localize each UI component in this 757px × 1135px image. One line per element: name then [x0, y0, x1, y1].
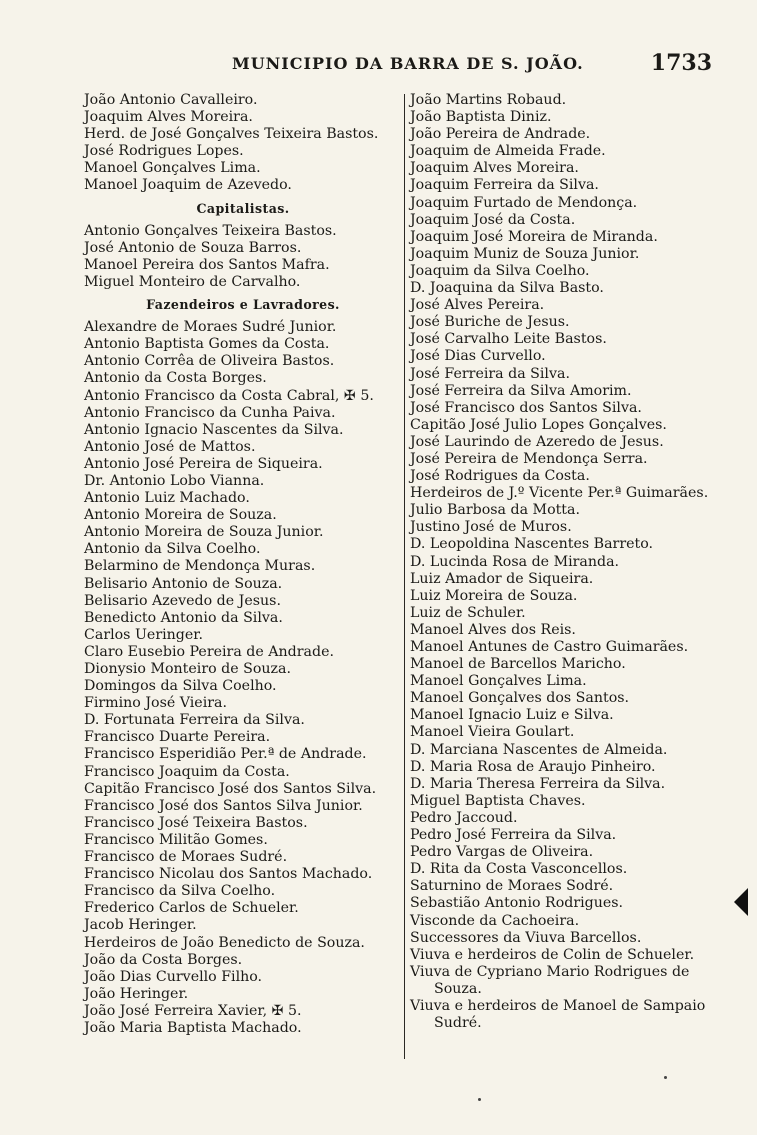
list-item: Luiz de Schuler. [410, 604, 526, 621]
list-item: Joaquim José da Costa. [410, 211, 576, 228]
list-item: Jacob Heringer. [84, 917, 197, 934]
print-speck [664, 1076, 667, 1079]
list-item: Antonio Baptista Gomes da Costa. [84, 336, 330, 353]
list-item: Francisco José dos Santos Silva Junior. [84, 797, 363, 814]
list-item: Capitão José Julio Lopes Gonçalves. [410, 416, 667, 433]
list-item: Antonio Gonçalves Teixeira Bastos. [84, 222, 337, 239]
list-item: Pedro Jaccoud. [410, 809, 518, 826]
list-item: João Antonio Cavalleiro. [84, 92, 258, 108]
list-item: Manoel Ignacio Luiz e Silva. [410, 707, 614, 724]
list-item: Joaquim Alves Moreira. [84, 109, 253, 126]
list-item: Joaquim Alves Moreira. [410, 160, 579, 177]
list-item: Antonio José Pereira de Siqueira. [84, 455, 323, 472]
list-item: Antonio José de Mattos. [84, 438, 256, 455]
list-item: Julio Barbosa da Motta. [410, 502, 580, 519]
list-item: José Buriche de Jesus. [410, 314, 570, 331]
list-item: João Dias Curvello Filho. [84, 968, 263, 985]
list-item: Herdeiros de João Benedicto de Souza. [84, 934, 365, 951]
list-item: Viuva de Cypriano Mario Rodrigues de [410, 963, 690, 980]
list-item: Herd. de José Gonçalves Teixeira Bastos. [84, 126, 379, 143]
list-item: Antonio Ignacio Nascentes da Silva. [84, 421, 344, 438]
list-item: Claro Eusebio Pereira de Andrade. [84, 643, 334, 660]
list-item: Miguel Monteiro de Carvalho. [84, 273, 301, 290]
list-item: Francisco Esperidião Per.ª de Andrade. [84, 746, 367, 763]
list-item: D. Marciana Nascentes de Almeida. [410, 741, 668, 758]
list-item: Francisco José Teixeira Bastos. [84, 814, 308, 831]
section-heading-capitalistas: Capitalistas. [196, 200, 290, 216]
list-item: Antonio Moreira de Souza Junior. [84, 524, 324, 541]
list-item: José Francisco dos Santos Silva. [410, 399, 642, 416]
list-item: Pedro José Ferreira da Silva. [410, 827, 617, 844]
list-item: José Alves Pereira. [410, 297, 545, 314]
page-header [0, 50, 757, 80]
list-item: Manoel Gonçalves dos Santos. [410, 690, 630, 707]
list-item: José Ferreira da Silva Amorim. [410, 382, 632, 399]
list-item: Carlos Ueringer. [84, 626, 203, 643]
list-item: Manoel Gonçalves Lima. [410, 673, 587, 690]
list-item: Belarmino de Mendonça Muras. [84, 558, 316, 575]
page-title: MUNICIPIO DA BARRA DE S. JOÃO. [232, 54, 584, 73]
list-item: Manoel Alves dos Reis. [410, 621, 576, 638]
list-item: Dr. Antonio Lobo Vianna. [84, 472, 265, 489]
list-item: D. Joaquina da Silva Basto. [410, 280, 604, 297]
list-item-continuation: Souza. [434, 980, 482, 997]
print-speck [478, 1098, 481, 1101]
list-item: Viuva e herdeiros de Colin de Schueler. [410, 946, 695, 963]
list-item: José Rodrigues Lopes. [84, 143, 244, 160]
list-item: Francisco Militão Gomes. [84, 831, 268, 848]
list-item: Visconde da Cachoeira. [410, 912, 580, 929]
list-item: Belisario Antonio de Souza. [84, 575, 283, 592]
list-item: D. Maria Rosa de Araujo Pinheiro. [410, 758, 656, 775]
list-item: Manoel Vieira Goulart. [410, 724, 575, 741]
column-divider [404, 94, 405, 1059]
list-item-continuation: Sudré. [434, 1015, 482, 1032]
list-item: João Maria Baptista Machado. [84, 1019, 302, 1036]
list-item: Luiz Moreira de Souza. [410, 587, 578, 604]
list-item: Viuva e herdeiros de Manoel de Sampaio [410, 997, 706, 1014]
list-item: Antonio Moreira de Souza. [84, 507, 277, 524]
list-item: Domingos da Silva Coelho. [84, 678, 277, 695]
list-item: Antonio da Silva Coelho. [84, 541, 261, 558]
list-item: Antonio da Costa Borges. [84, 370, 267, 387]
page-number: 1733 [650, 50, 712, 76]
list-item: Francisco Nicolau dos Santos Machado. [84, 866, 373, 883]
list-item: D. Leopoldina Nascentes Barreto. [410, 536, 654, 553]
thumb-index-marker [734, 888, 748, 916]
list-item: Miguel Baptista Chaves. [410, 792, 586, 809]
list-item: Manoel Pereira dos Santos Mafra. [84, 256, 330, 273]
list-item: Benedicto Antonio da Silva. [84, 609, 283, 626]
list-item: Luiz Amador de Siqueira. [410, 570, 594, 587]
list-item: Alexandre de Moraes Sudré Junior. [84, 319, 337, 336]
list-item: Successores da Viuva Barcellos. [410, 929, 642, 946]
list-item: Joaquim Furtado de Mendonça. [410, 194, 638, 211]
list-item: Francisco da Silva Coelho. [84, 883, 276, 900]
list-item: Sebastião Antonio Rodrigues. [410, 895, 624, 912]
list-item: Antonio Francisco da Costa Cabral, ✠ 5. [84, 387, 374, 404]
list-item: João Martins Robaud. [410, 92, 567, 108]
list-item: Belisario Azevedo de Jesus. [84, 592, 281, 609]
list-item: D. Maria Theresa Ferreira da Silva. [410, 775, 666, 792]
list-item: Francisco de Moraes Sudré. [84, 849, 288, 866]
list-item: Manoel Antunes de Castro Guimarães. [410, 639, 689, 655]
list-item: D. Lucinda Rosa de Miranda. [410, 553, 620, 570]
list-item: Francisco Duarte Pereira. [84, 729, 271, 746]
list-item: João José Ferreira Xavier, ✠ 5. [84, 1002, 302, 1019]
list-item: José Antonio de Souza Barros. [84, 239, 302, 256]
list-item: José Rodrigues da Costa. [410, 468, 590, 485]
list-item: D. Fortunata Ferreira da Silva. [84, 712, 305, 729]
section-heading-fazendeiros: Fazendeiros e Lavradores. [146, 297, 340, 313]
list-item: Joaquim Muniz de Souza Junior. [410, 245, 640, 262]
list-item: Antonio Francisco da Cunha Paiva. [84, 404, 336, 421]
list-item: Saturnino de Moraes Sodré. [410, 878, 614, 895]
right-column [410, 92, 732, 1032]
list-item: Capitão Francisco José dos Santos Silva. [84, 780, 377, 797]
list-item: Joaquim José Moreira de Miranda. [410, 228, 658, 245]
list-item: José Laurindo de Azeredo de Jesus. [410, 433, 664, 450]
list-item: Antonio Corrêa de Oliveira Bastos. [84, 353, 335, 370]
list-item: Manoel Gonçalves Lima. [84, 160, 261, 177]
list-item: Francisco Joaquim da Costa. [84, 763, 290, 780]
list-item: João Baptista Diniz. [410, 109, 552, 126]
list-item: Joaquim Ferreira da Silva. [410, 177, 599, 194]
list-item: João da Costa Borges. [84, 951, 243, 968]
list-item: João Heringer. [84, 985, 189, 1002]
list-item: João Pereira de Andrade. [410, 126, 591, 143]
list-item: Joaquim de Almeida Frade. [410, 143, 606, 160]
list-item: Manoel Joaquim de Azevedo. [84, 177, 292, 194]
list-item: D. Rita da Costa Vasconcellos. [410, 861, 628, 878]
list-item: José Carvalho Leite Bastos. [410, 331, 607, 348]
list-item: José Pereira de Mendonça Serra. [410, 450, 648, 467]
list-item: Manoel de Barcellos Maricho. [410, 656, 626, 673]
list-item: José Ferreira da Silva. [410, 365, 570, 382]
list-item: Firmino José Vieira. [84, 695, 227, 712]
list-item: Frederico Carlos de Schueler. [84, 900, 299, 917]
list-item: Pedro Vargas de Oliveira. [410, 844, 594, 861]
list-item: Justino José de Muros. [410, 519, 572, 536]
list-item: Herdeiros de J.º Vicente Per.ª Guimarães. [410, 485, 709, 502]
list-item: Antonio Luiz Machado. [84, 490, 250, 507]
left-column [84, 92, 402, 1037]
list-item: Joaquim da Silva Coelho. [410, 262, 590, 279]
list-item: José Dias Curvello. [410, 348, 546, 365]
list-item: Dionysio Monteiro de Souza. [84, 661, 291, 677]
